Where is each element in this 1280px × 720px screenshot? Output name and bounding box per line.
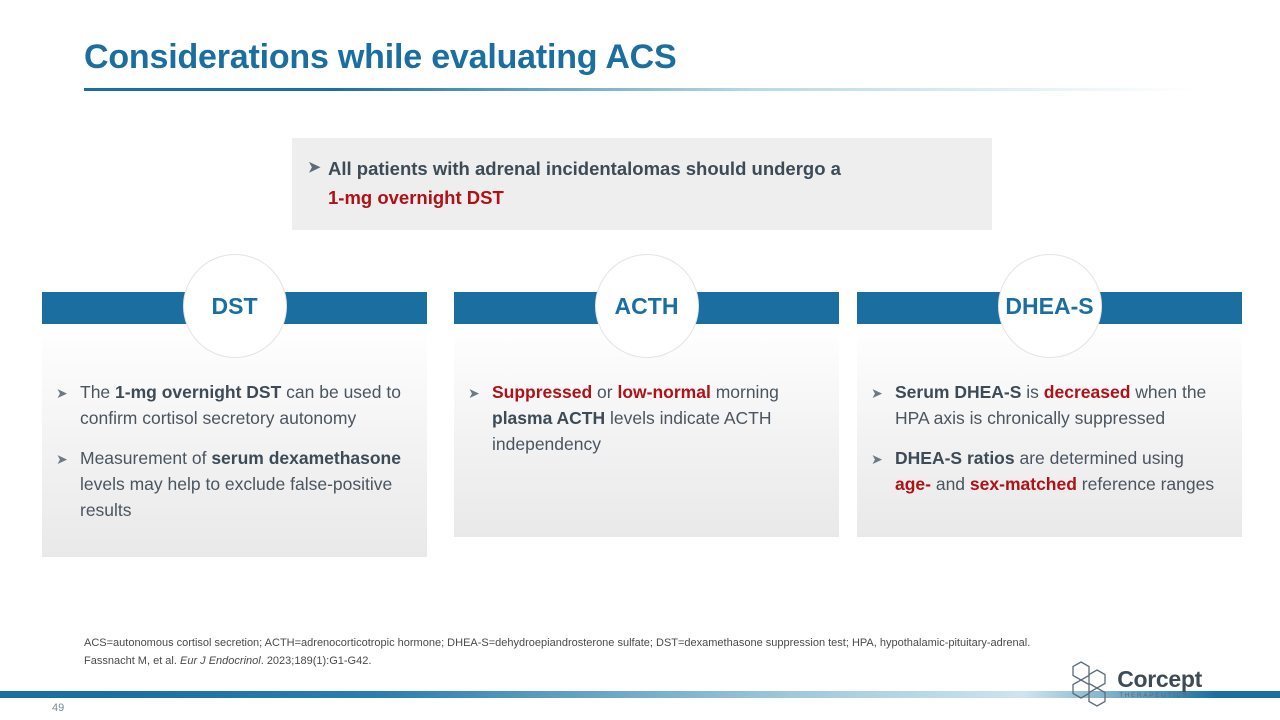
footnotes (84, 636, 1094, 669)
callout-line-highlight: 1-mg overnight DST (328, 187, 504, 208)
text-fragment: reference ranges (1076, 473, 1215, 494)
text-fragment: The (80, 382, 116, 402)
text-fragment-highlight: age- (895, 473, 931, 494)
text-fragment-highlight: low-normal (617, 382, 711, 402)
text-fragment-bold: 1-mg overnight DST (115, 382, 282, 402)
page-number: 49 (52, 702, 65, 714)
arrow-bullet-icon: ➤ (56, 385, 68, 401)
callout-box (292, 138, 992, 230)
reference-author: Fassnacht M, et al. (84, 654, 180, 667)
column-body-dst (42, 324, 427, 557)
text-fragment: levels indicate ACTH independency (492, 407, 772, 454)
callout-text (292, 155, 865, 212)
abbreviations-note: ACS=autonomous cortisol secretion; ACTH=adrenocorticotropic hormone; DHEA-S=dehydroepiandrosterone sulfate; DST=dexamethasone suppression test; HPA, hypothalamic-pituitary-adrenal. (84, 637, 1031, 649)
arrow-bullet-icon: ➤ (308, 159, 321, 177)
brand-logo (1067, 660, 1202, 708)
list-item (56, 446, 409, 524)
list-item (468, 380, 821, 458)
callout-line-plain: All patients with adrenal incidentalomas should undergo a (328, 158, 841, 180)
text-fragment-highlight: sex-matched (969, 473, 1077, 494)
arrow-bullet-icon: ➤ (468, 385, 480, 401)
column-dst (42, 292, 427, 557)
page-title: Considerations while evaluating ACS (84, 38, 677, 76)
text-fragment: when the HPA axis is chronically suppressed (895, 382, 1207, 428)
reference-note (84, 654, 1094, 670)
reference-journal: Eur J Endocrinol (179, 654, 261, 667)
logo-wordmark: Corcept (1117, 666, 1202, 693)
text-fragment-highlight: decreased (1043, 382, 1131, 402)
list-item-text (895, 380, 1224, 432)
reference-citation: . 2023;189(1):G1-G42. (260, 654, 372, 667)
text-fragment-bold: serum dexamethasone (211, 447, 401, 468)
text-fragment: is (1021, 382, 1044, 402)
arrow-bullet-icon: ➤ (56, 450, 68, 467)
text-fragment: can be used to confirm cortisol secretory autonomy (80, 382, 401, 428)
list-item-text (80, 380, 409, 432)
column-badge-dheas: DHEA-S (998, 254, 1102, 358)
hexagon-cluster-icon (1067, 660, 1113, 708)
list-item (871, 380, 1224, 432)
column-badge-acth: ACTH (595, 254, 699, 358)
column-acth (454, 292, 839, 537)
text-fragment-bold: Serum DHEA-S (895, 382, 1022, 402)
column-dheas (857, 292, 1242, 537)
text-fragment: or (592, 382, 618, 402)
list-item-text (492, 380, 821, 458)
list-item-text (80, 446, 409, 524)
arrow-bullet-icon: ➤ (871, 450, 883, 467)
column-badge-dst: DST (183, 254, 287, 358)
text-fragment-bold: plasma ACTH (492, 407, 606, 428)
text-fragment: are determined using (1014, 447, 1184, 468)
text-fragment: and (930, 473, 970, 494)
text-fragment-highlight: Suppressed (492, 382, 593, 402)
text-fragment-bold: DHEA-S ratios (895, 447, 1015, 468)
text-fragment: levels may help to exclude false-positive results (80, 473, 393, 520)
title-divider (84, 88, 1196, 91)
list-item (871, 446, 1224, 498)
text-fragment: Measurement of (80, 447, 212, 468)
arrow-bullet-icon: ➤ (871, 385, 883, 401)
logo-tagline: THERAPEUTICS (1119, 692, 1189, 700)
list-item (56, 380, 409, 432)
list-item-text (895, 446, 1224, 498)
text-fragment: morning (710, 382, 779, 402)
